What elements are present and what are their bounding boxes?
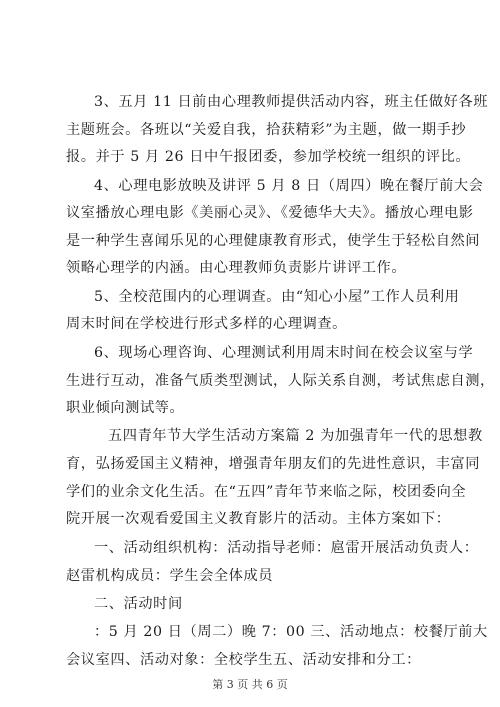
text-line: 会议室四、活动对象：全校学生五、活动安排和分工：: [66, 652, 421, 668]
text-line: 是一种学生喜闻乐见的心理健康教育形式，使学生于轻松自然间: [66, 233, 481, 249]
text-line: 6、现场心理咨询、心理测试利用周末时间在校会议室与学: [94, 345, 474, 361]
text-line: 一、活动组织机构：活动指导老师：扈雷开展活动负责人：: [94, 540, 479, 556]
page-number-footer: 第 3 页 共 6 页: [212, 678, 288, 691]
text-line: 领略心理学的内涵。由心理教师负责影片讲评工作。: [66, 260, 407, 276]
text-line: 生进行互动，准备气质类型测试，人际关系自测，考试焦虑自测，: [66, 373, 495, 389]
text-line: 报。并于 5 月 26 日中午报团委，参加学校统一组织的评比。: [66, 149, 471, 165]
text-line: 赵雷机构成员：学生会全体成员: [66, 568, 274, 584]
text-line: 5、全校范围内的心理调查。由“知心小屋”工作人员利用: [94, 289, 460, 305]
text-line: ：5 月 20 日（周二）晚 7：00 三、活动地点：校餐厅前大: [94, 624, 488, 640]
text-line: 议室播放心理电影《美丽心灵》、《爱德华大夫》。播放心理电影: [66, 205, 474, 221]
text-line: 周末时间在学校进行形式多样的心理调查。: [66, 316, 347, 332]
text-line: 院开展一次观看爱国主义教育影片的活动。主体方案如下：: [66, 511, 451, 527]
text-line: 3、五月 11 日前由心理教师提供活动内容，班主任做好各班: [94, 94, 489, 110]
text-line: 职业倾向测试等。: [66, 400, 185, 416]
text-line: 育，弘扬爱国主义精神，增强青年朋友们的先进性意识，丰富同: [66, 456, 481, 472]
text-line: 4、心理电影放映及讲评 5 月 8 日（周四）晚在餐厅前大会: [94, 178, 484, 194]
text-line: 二、活动时间: [94, 596, 183, 612]
text-line: 五四青年节大学生活动方案篇 2 为加强青年一代的思想教: [108, 428, 483, 444]
text-line: 主题班会。各班以“关爱自我，拾获精彩”为主题，做一期手抄: [66, 122, 467, 138]
text-line: 学们的业余文化生活。在“五四”青年节来临之际，校团委向全: [66, 484, 467, 500]
